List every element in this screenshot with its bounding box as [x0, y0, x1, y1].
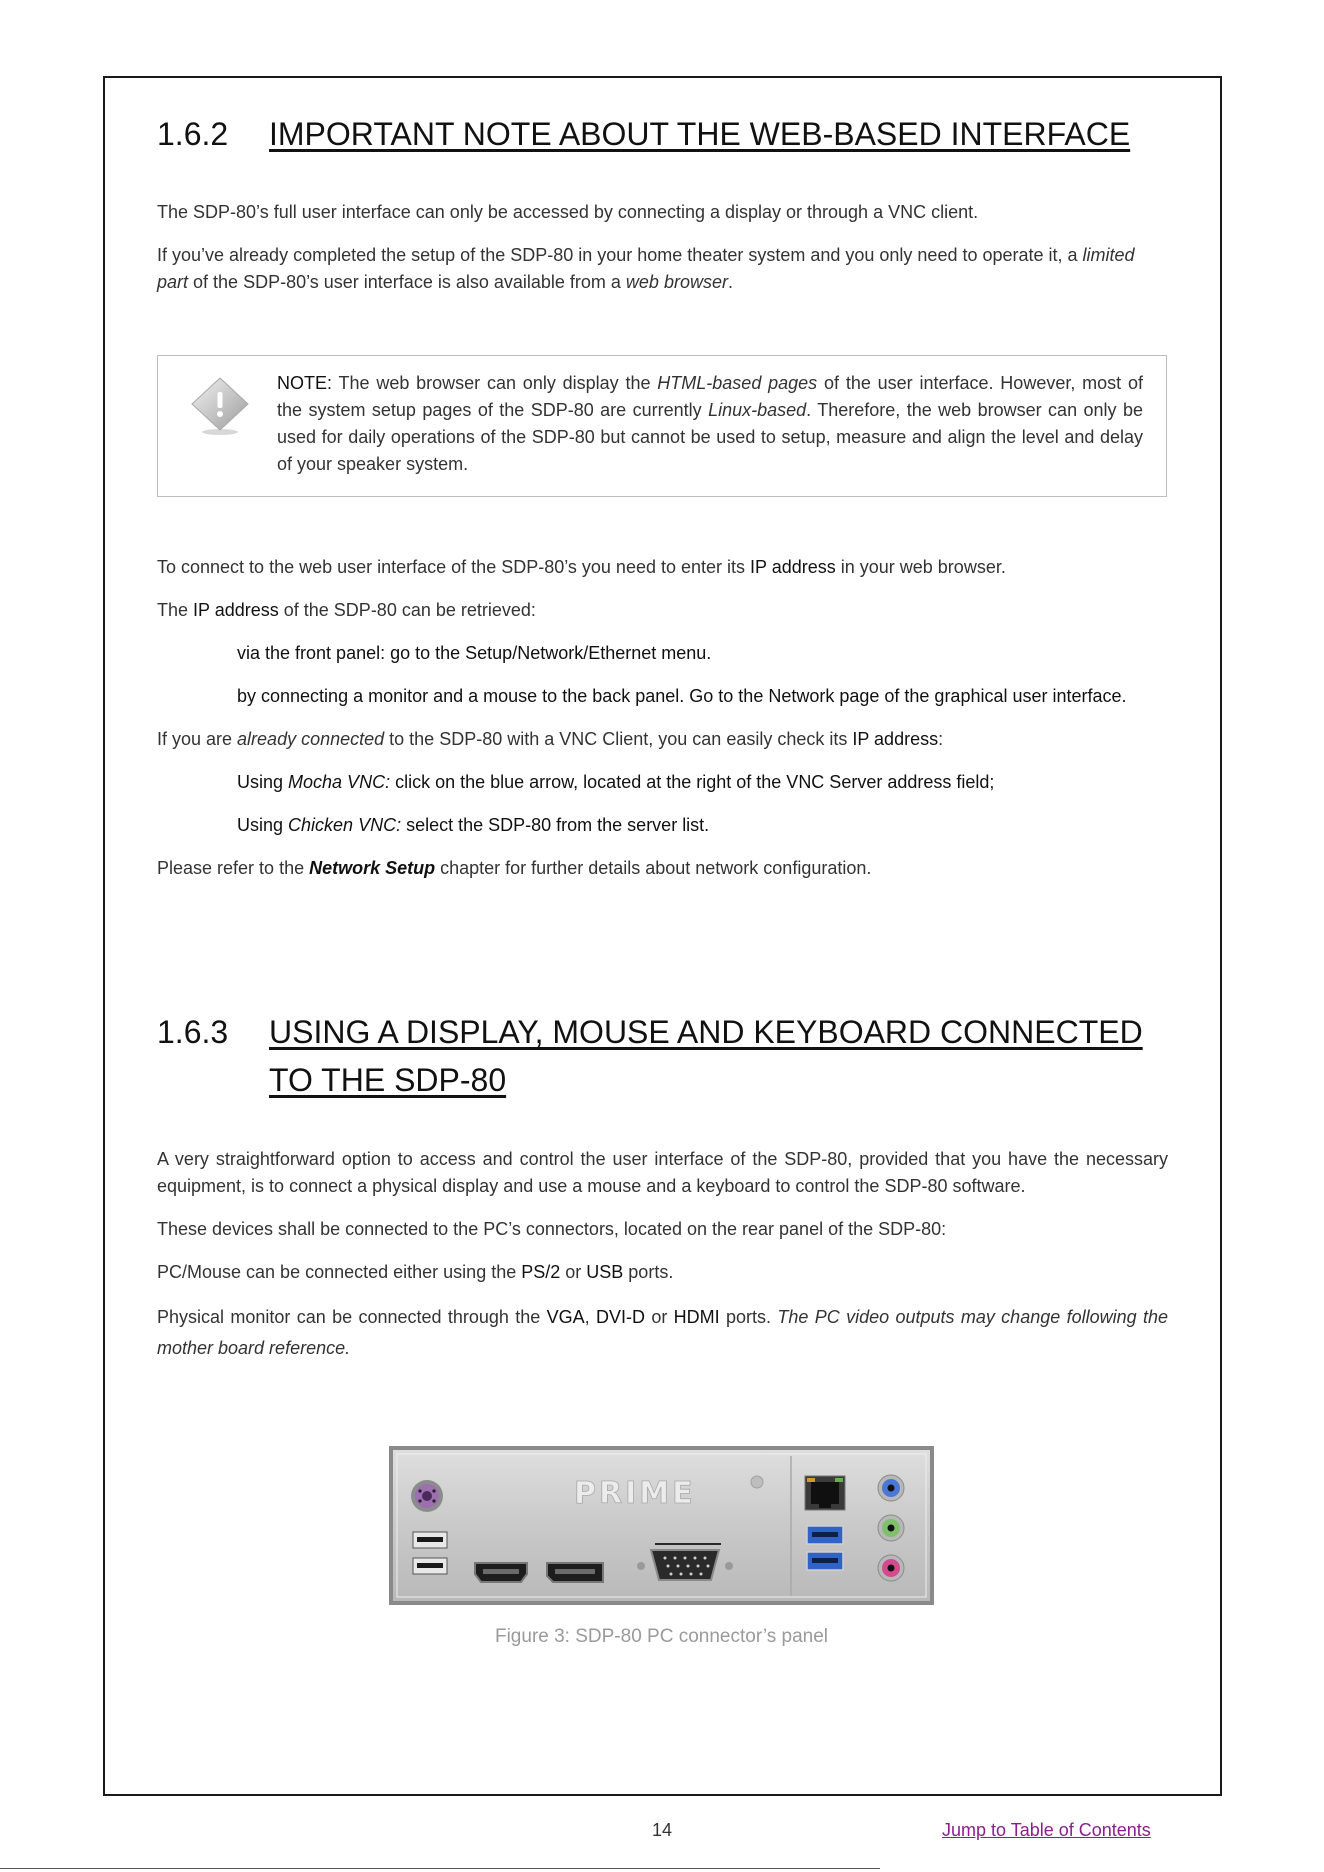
list-item: Using Mocha VNC: click on the blue arrow, located at the right of the VNC Server address field; [237, 772, 995, 792]
footer-divider [0, 1868, 880, 1869]
paragraph: The IP address of the SDP-80 can be retrieved: [157, 600, 536, 620]
web-interface-intro [157, 199, 1168, 296]
section-heading-162 [157, 110, 1168, 158]
list-item: by connecting a monitor and a mouse to the back panel. Go to the Network page of the graphical user interface. [237, 686, 1127, 706]
paragraph: PC/Mouse can be connected either using the PS/2 or USB ports. [157, 1262, 674, 1282]
list-item: via the front panel: go to the Setup/Network/Ethernet menu. [237, 643, 712, 663]
section-163 [157, 1008, 1168, 1104]
jump-to-toc-link[interactable]: Jump to Table of Contents [942, 1820, 1151, 1840]
section-heading-163 [157, 1008, 1168, 1104]
list-item: Using Chicken VNC: select the SDP-80 from the server list. [237, 815, 710, 835]
paragraph: To connect to the web user interface of the SDP-80’s you need to enter its IP address in your web browser. [157, 557, 1006, 577]
paragraph: Please refer to the Network Setup chapter for further details about network configuration. [157, 858, 872, 878]
brand-text: PRIME [574, 1476, 696, 1511]
page-number: 14 [651, 1820, 673, 1840]
pc-connector-panel-image [389, 1446, 934, 1605]
section-title: USING A DISPLAY, MOUSE AND KEYBOARD CONNECTED [269, 1014, 1143, 1050]
section-title: IMPORTANT NOTE ABOUT THE WEB-BASED INTERFACE [269, 116, 1131, 152]
section-number: 1.6.3 [157, 1014, 229, 1050]
section-number: 1.6.2 [157, 116, 229, 152]
paragraph: Physical monitor can be connected through the VGA, DVI-D or HDMI ports. The PC video outputs may change following the mother board reference. [157, 1307, 1168, 1358]
connect-instructions [157, 554, 1168, 882]
section-162 [157, 110, 1168, 158]
display-mouse-keyboard-text [157, 1146, 1168, 1364]
note-text: NOTE: The web browser can only display the HTML-based pages of the user interface. However, most of the system setup pages of the SDP-80 are currently Linux-based. Therefore, the web browser can only be used for daily operations of the SDP-80 but cannot be used to setup, measure and align the level and delay of your speaker system. [277, 373, 1143, 474]
paragraph: These devices shall be connected to the PC’s connectors, located on the rear panel of the SDP-80: [157, 1219, 947, 1239]
section-title: TO THE SDP-80 [269, 1062, 507, 1098]
paragraph: The SDP-80’s full user interface can only be accessed by connecting a display or through a VNC client. [157, 202, 979, 222]
paragraph: A very straightforward option to access and control the user interface of the SDP-80, provided that you have the necessary equipment, is to connect a physical display and use a mouse and a keyboard to control the SDP-80 software. [157, 1149, 1168, 1196]
figure-caption: Figure 3: SDP-80 PC connector’s panel [494, 1626, 829, 1647]
note-box [157, 355, 1167, 497]
paragraph: If you are already connected to the SDP-80 with a VNC Client, you can easily check its IP address: [157, 729, 944, 749]
paragraph: If you’ve already completed the setup of the SDP-80 in your home theater system and you only need to operate it, a limited part of the SDP-80’s user interface is also available from a web browser. [157, 245, 1135, 292]
warning-icon [188, 374, 252, 438]
